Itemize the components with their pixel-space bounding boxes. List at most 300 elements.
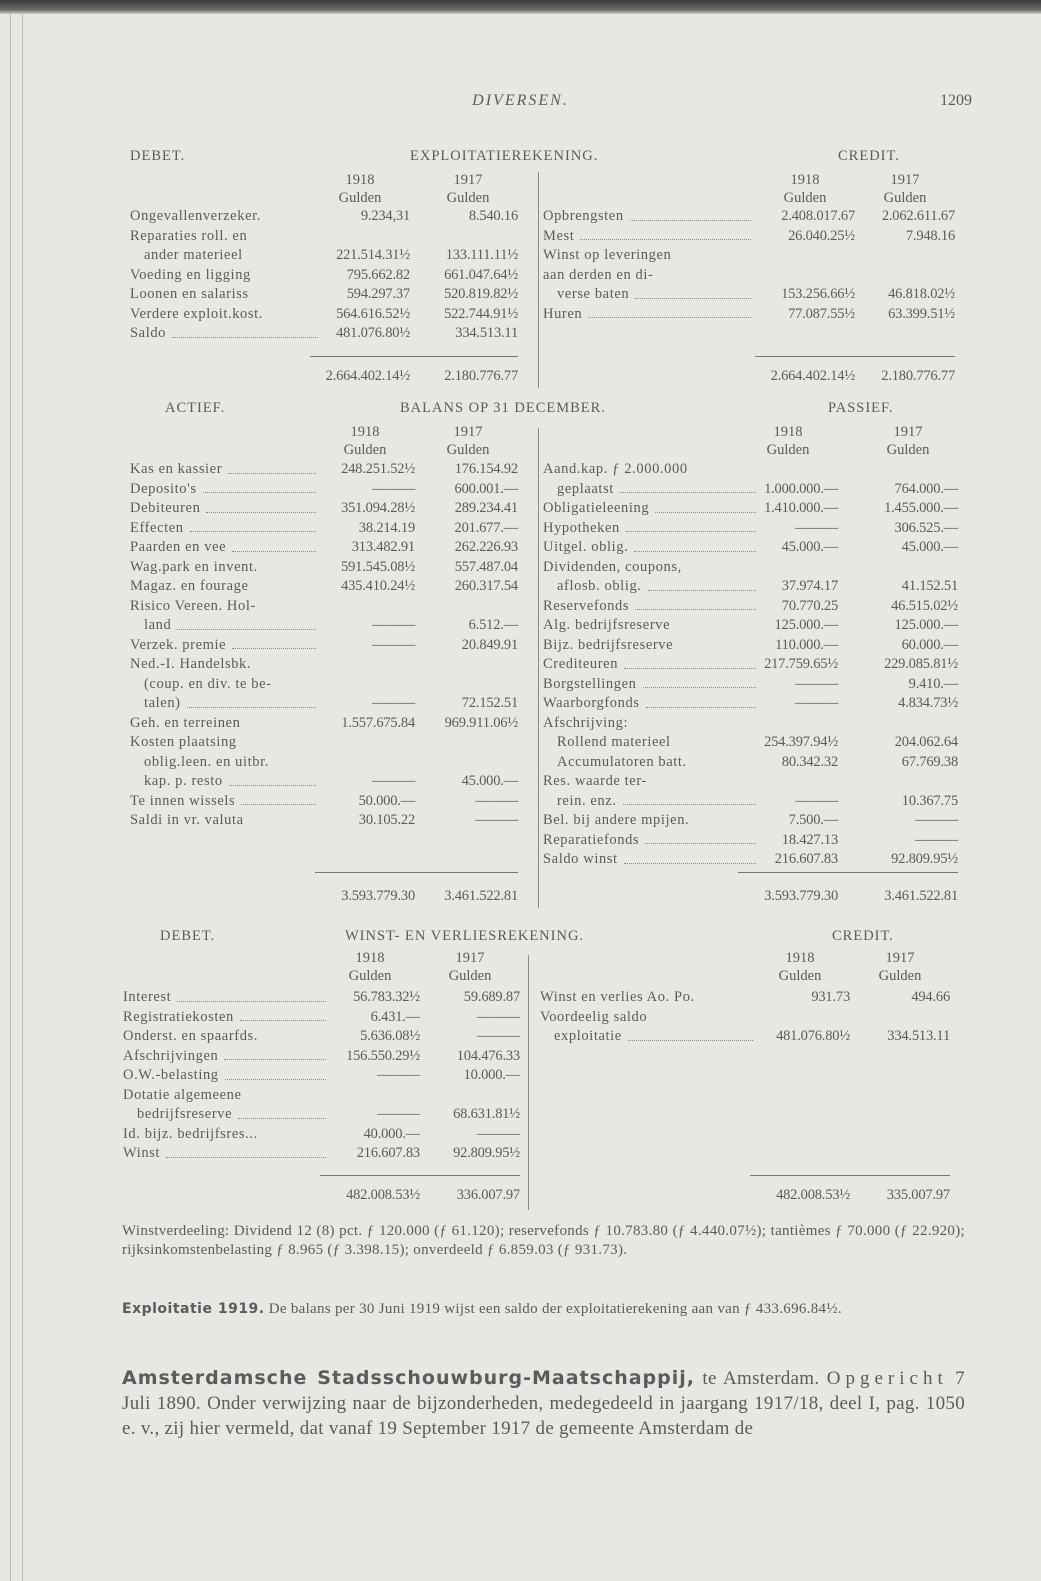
value-v1917: 92.809.95½ — [891, 851, 958, 867]
dot-leader — [166, 1144, 326, 1158]
value-v1917: 661.047.64½ — [444, 266, 518, 283]
value-v1918: 37.974.17 — [781, 578, 838, 594]
row-label-text: Magaz. en fourage — [130, 578, 249, 594]
value-v1917: 557.487.04 — [454, 558, 518, 575]
row-label-text: Alg. bedrijfsreserve — [543, 617, 671, 633]
section-title: WINST- EN VERLIESREKENING. — [345, 928, 585, 944]
unit-header: Gulden — [448, 968, 492, 984]
value-v1918: 248.251.52½ — [341, 461, 415, 477]
year-header-1917: 1917 — [893, 424, 923, 440]
value-v1917: ——— — [477, 1028, 520, 1044]
value-v1918: 435.410.24½ — [341, 578, 415, 594]
page-number: 1209 — [940, 92, 972, 109]
row-label — [123, 1144, 328, 1164]
value-v1917: 45.000.— — [901, 539, 958, 555]
right-total-rule — [750, 1175, 950, 1176]
right-table-row — [0, 636, 1041, 656]
right-table-row — [0, 597, 1041, 617]
value-v1918: 9.234,31 — [360, 208, 410, 224]
left-side-label: ACTIEF. — [165, 400, 226, 416]
row-label — [543, 714, 758, 734]
value-v1917: 104.476.33 — [456, 1047, 520, 1064]
value-v1918: 351.094.28½ — [341, 500, 415, 516]
year-header-1917: 1917 — [890, 172, 920, 188]
left-table-row — [0, 1125, 1041, 1145]
row-label — [543, 519, 758, 539]
row-label — [543, 538, 758, 558]
value-v1918: ——— — [795, 519, 838, 536]
total-v1918: 3.593.779.30 — [341, 888, 415, 904]
row-label-text: Dividenden, coupons, — [543, 558, 682, 575]
value-v1918: 18.427.13 — [781, 831, 838, 848]
row-label-text: Saldo winst — [543, 851, 618, 867]
value-v1918: 38.214.19 — [358, 519, 415, 536]
value-v1918: 216.607.83 — [356, 1145, 420, 1161]
row-label — [540, 1008, 755, 1028]
row-label-text: Aand.kap. ƒ 2.000.000 — [543, 461, 688, 477]
value-v1918: ——— — [372, 617, 415, 633]
scan-top-edge — [0, 0, 1041, 14]
row-label-text: Registratiekosten — [123, 1008, 234, 1025]
company-location: te Amsterdam. — [702, 1368, 820, 1389]
value-v1917: 334.513.11 — [887, 1028, 950, 1044]
row-label-text: geplaatst — [557, 480, 614, 497]
row-label — [130, 324, 320, 344]
row-label-text: rein. enz. — [557, 792, 617, 809]
row-label-text: Te innen wissels — [130, 792, 236, 809]
row-label-text: Rollend materieel — [557, 734, 671, 750]
dot-leader — [635, 285, 751, 299]
dot-leader — [588, 305, 751, 319]
right-table-row — [0, 538, 1041, 558]
year-header-1918: 1918 — [790, 172, 820, 188]
right-table-row — [0, 558, 1041, 578]
row-label — [123, 1086, 328, 1106]
row-label-text: O.W.-belasting — [123, 1067, 219, 1083]
value-v1917: 1.455.000.— — [884, 500, 958, 516]
left-total-rule — [310, 356, 518, 357]
row-label-text: Ongevallenverzeker. — [130, 208, 261, 224]
total-v1918: 2.664.402.14½ — [770, 368, 855, 384]
row-label-text: Verdere exploit.kost. — [130, 305, 263, 322]
value-v1918: 70.770.25 — [781, 597, 838, 614]
row-label-text: kap. p. resto — [144, 773, 223, 789]
value-v1918: 30.105.22 — [358, 812, 415, 828]
row-label — [123, 1066, 328, 1086]
value-v1917: 600.001.— — [454, 480, 518, 497]
row-label-text: Borgstellingen — [543, 675, 637, 692]
right-table-row — [0, 577, 1041, 597]
right-table-row — [0, 772, 1041, 792]
unit-header: Gulden — [446, 442, 490, 458]
value-v1917: 10.367.75 — [901, 792, 958, 809]
unit-header: Gulden — [886, 442, 930, 458]
row-label — [123, 1125, 328, 1145]
value-v1918: 7.500.— — [788, 812, 838, 828]
row-label — [543, 831, 758, 851]
value-v1917: 46.515.02½ — [891, 597, 958, 614]
value-v1917: 9.410.— — [908, 675, 958, 692]
right-table-row — [0, 519, 1041, 539]
right-table-row — [0, 792, 1041, 812]
value-v1918: 217.759.65½ — [764, 656, 838, 672]
company-name: Amsterdamsche Stadsschouwburg-Maatschappij, — [122, 1367, 695, 1389]
row-label-text: verse baten — [557, 286, 630, 302]
total-v1917: 335.007.97 — [886, 1187, 950, 1203]
value-v1918: 216.607.83 — [774, 851, 838, 867]
value-v1918: ——— — [377, 1067, 420, 1083]
value-v1918: 481.076.80½ — [336, 325, 410, 341]
unit-header: Gulden — [348, 968, 392, 984]
value-v1918: 5.636.08½ — [360, 1028, 420, 1044]
value-v1917: 4.834.73½ — [898, 695, 958, 711]
row-label-text: Onderst. en spaarfds. — [123, 1028, 259, 1044]
row-label-text: Reservefonds — [543, 597, 630, 614]
right-table-row — [0, 694, 1041, 714]
left-table-row — [0, 1105, 1041, 1125]
left-total-rule — [320, 1175, 520, 1176]
row-label-text: Winst en verlies Ao. Po. — [540, 989, 695, 1005]
right-table-row — [0, 1027, 1041, 1047]
value-v1918: 156.550.29½ — [346, 1047, 420, 1064]
row-label — [543, 811, 758, 831]
value-v1917: ——— — [915, 812, 958, 828]
value-v1918: 2.408.017.67 — [781, 208, 855, 224]
value-v1918: ——— — [795, 792, 838, 809]
row-label-text: Reparaties roll. en — [130, 227, 248, 244]
row-label-text: aflosb. oblig. — [557, 578, 642, 594]
year-header-1918: 1918 — [355, 950, 385, 966]
value-v1917: 8.540.16 — [468, 208, 518, 224]
value-v1917: ——— — [477, 1125, 520, 1142]
right-table-row — [0, 988, 1041, 1008]
value-v1918: 481.076.80½ — [776, 1028, 850, 1044]
right-table-row — [0, 285, 1041, 305]
value-v1917: 289.234.41 — [454, 500, 518, 516]
right-table-row — [0, 305, 1041, 325]
row-label-text: Wag.park en invent. — [130, 558, 258, 575]
value-v1917: 6.512.— — [468, 617, 518, 633]
right-table-row — [0, 246, 1041, 266]
year-header-1918: 1918 — [785, 950, 815, 966]
value-v1917: 229.085.81½ — [884, 656, 958, 672]
value-v1918: 6.431.— — [370, 1008, 420, 1025]
value-v1918: 45.000.— — [781, 539, 838, 555]
row-label-text: Reparatiefonds — [543, 831, 640, 848]
row-label-text: Opbrengsten — [543, 208, 624, 224]
left-table-row — [0, 324, 1041, 344]
row-label-text: Winst — [123, 1145, 161, 1161]
value-v1917: 45.000.— — [461, 773, 518, 789]
value-v1917: 46.818.02½ — [888, 286, 955, 302]
row-label-text: Uitgel. oblig. — [543, 539, 629, 555]
value-v1918: 1.557.675.84 — [341, 714, 415, 731]
value-v1918: 125.000.— — [774, 617, 838, 633]
year-header-1918: 1918 — [773, 424, 803, 440]
section-title: BALANS OP 31 DECEMBER. — [400, 400, 606, 416]
total-v1917: 3.461.522.81 — [884, 888, 958, 904]
row-label — [540, 988, 755, 1008]
dot-leader — [628, 1027, 753, 1041]
row-label — [543, 558, 758, 578]
value-v1918: ——— — [372, 773, 415, 789]
value-v1918: ——— — [795, 675, 838, 692]
row-label-text: Voeding en ligging — [130, 266, 251, 283]
value-v1918: 110.000.— — [775, 636, 838, 653]
right-table-row — [0, 811, 1041, 831]
value-v1918: 56.783.32½ — [353, 989, 420, 1005]
opgericht-label: Opgericht — [826, 1368, 948, 1389]
company-entry-text: 7 Juli 1890. Onder verwijzing naar de bijzonderheden, medegedeeld in jaargang 1917/18, deel I, pag. 1050 e. v., zij hier vermeld, dat vanaf 19 September 1917 de gemeente Amsterdam de — [122, 1368, 965, 1439]
value-v1917: 764.000.— — [894, 480, 958, 497]
total-v1917: 2.180.776.77 — [444, 368, 518, 384]
value-v1918: 1.000.000.— — [764, 480, 838, 497]
year-header-1918: 1918 — [350, 424, 380, 440]
value-v1918: 564.616.52½ — [336, 305, 410, 322]
value-v1917: 41.152.51 — [901, 578, 958, 594]
right-side-label: PASSIEF. — [828, 400, 894, 416]
exploitatie-1919-paragraph — [122, 1300, 965, 1319]
right-table-row — [0, 616, 1041, 636]
value-v1917: 67.769.38 — [901, 753, 958, 770]
left-table-row — [0, 1066, 1041, 1086]
row-label-text: Afschrijvingen — [123, 1047, 219, 1064]
row-label-text: Huren — [543, 305, 583, 322]
unit-header: Gulden — [783, 190, 827, 206]
row-label-text: Debiteuren — [130, 500, 201, 516]
value-v1918: ——— — [795, 695, 838, 711]
right-table-row — [0, 753, 1041, 773]
row-label — [543, 772, 758, 792]
value-v1917: 201.677.— — [454, 519, 518, 536]
row-label-text: Deposito's — [130, 480, 197, 497]
row-label — [543, 675, 758, 695]
value-v1918: 931.73 — [811, 989, 850, 1005]
row-label-text: Kas en kassier — [130, 461, 223, 477]
value-v1917: ——— — [477, 1008, 520, 1025]
row-label-text: Kosten plaatsing — [130, 734, 237, 750]
right-side-label: CREDIT. — [838, 148, 900, 164]
row-label-text: ander materieel — [144, 247, 243, 263]
value-v1917: 7.948.16 — [905, 227, 955, 244]
value-v1917: 204.062.64 — [894, 734, 958, 750]
value-v1918: ——— — [372, 636, 415, 653]
unit-header: Gulden — [878, 968, 922, 984]
row-label — [543, 850, 758, 870]
value-v1918: ——— — [372, 480, 415, 497]
value-v1918: 795.662.82 — [346, 266, 410, 283]
unit-header: Gulden — [883, 190, 927, 206]
unit-header: Gulden — [766, 442, 810, 458]
value-v1917: 63.399.51½ — [888, 305, 955, 322]
row-label-text: Risico Vereen. Hol- — [130, 597, 256, 614]
row-label-text: Afschrijving: — [543, 714, 629, 731]
right-table-row — [0, 675, 1041, 695]
right-side-label: CREDIT. — [832, 928, 894, 944]
value-v1918: 50.000.— — [358, 792, 415, 809]
right-total-rule — [755, 356, 955, 357]
right-totals-row — [0, 1186, 1041, 1206]
right-table-row — [0, 227, 1041, 247]
value-v1917: 494.66 — [911, 989, 950, 1005]
unit-header: Gulden — [338, 190, 382, 206]
dot-leader — [630, 207, 751, 221]
right-table-row — [0, 266, 1041, 286]
row-label — [557, 285, 753, 305]
row-label-text: exploitatie — [554, 1028, 622, 1044]
value-v1917: 20.849.91 — [461, 636, 518, 653]
row-label-text: Crediteuren — [543, 656, 619, 672]
value-v1918: 254.397.94½ — [764, 734, 838, 750]
right-table-row — [0, 655, 1041, 675]
row-label-text: Waarborgfonds — [543, 695, 640, 711]
row-label — [543, 246, 753, 266]
row-label — [543, 597, 758, 617]
row-label-text: Loonen en salariss — [130, 286, 249, 302]
row-label-text: Voordeelig saldo — [540, 1008, 648, 1025]
value-v1917: 68.631.81½ — [453, 1106, 520, 1122]
value-v1917: 969.911.06½ — [444, 714, 518, 731]
value-v1918: 221.514.31½ — [336, 247, 410, 263]
row-label-text: Saldo — [130, 325, 167, 341]
value-v1918: 313.482.91 — [351, 539, 415, 555]
right-totals-row — [0, 887, 1041, 907]
row-label-text: Obligatieleening — [543, 500, 650, 516]
total-v1918: 3.593.779.30 — [764, 888, 838, 904]
row-label-text: Paarden en vee — [130, 539, 227, 555]
right-totals-row — [0, 367, 1041, 387]
value-v1917: 2.062.611.67 — [881, 208, 955, 224]
row-label-text: Geh. en terreinen — [130, 714, 241, 731]
section-title: EXPLOITATIEREKENING. — [410, 148, 599, 164]
row-label-text: talen) — [144, 695, 181, 711]
row-label-text: Ned.-I. Handelsbk. — [130, 656, 252, 672]
row-label-text: Res. waarde ter- — [543, 773, 647, 789]
total-v1918: 2.664.402.14½ — [325, 368, 410, 384]
exploitatie-1919-heading: Exploitatie 1919. — [122, 1301, 265, 1317]
value-v1918: ——— — [372, 695, 415, 711]
running-head: DIVERSEN. — [472, 92, 569, 109]
left-side-label: DEBET. — [160, 928, 216, 944]
value-v1917: 176.154.92 — [454, 461, 518, 477]
right-table-row — [0, 850, 1041, 870]
row-label — [543, 460, 758, 480]
right-table-row — [0, 831, 1041, 851]
exploitatie-1919-text: De balans per 30 Juni 1919 wijst een saldo der exploitatierekening aan van ƒ 433.696.84½. — [268, 1301, 842, 1317]
row-label-text: Effecten — [130, 519, 184, 536]
value-v1918: ——— — [377, 1106, 420, 1122]
right-table-row — [0, 733, 1041, 753]
value-v1917: 260.317.54 — [454, 578, 518, 594]
value-v1917: 520.819.82½ — [444, 286, 518, 302]
unit-header: Gulden — [778, 968, 822, 984]
value-v1917: 59.689.87 — [463, 989, 520, 1005]
winstverdeeling-paragraph: Winstverdeeling: Dividend 12 (8) pct. ƒ 120.000 (ƒ 61.120); reservefonds ƒ 10.783.80 (ƒ 4.440.07½); tantièmes ƒ 70.000 (ƒ 22.920); rijksinkomstenbelasting ƒ 8.965 (ƒ 3.398.15); onverdeeld ƒ 6.859.03 (ƒ 931.73). — [122, 1223, 965, 1258]
right-table-row — [0, 480, 1041, 500]
value-v1918: 77.087.55½ — [788, 305, 855, 322]
row-label-text: Dotatie algemeene — [123, 1086, 242, 1103]
row-label — [543, 305, 753, 325]
value-v1917: ——— — [475, 792, 518, 809]
row-label — [137, 1105, 328, 1125]
left-total-rule — [315, 872, 518, 873]
row-label — [543, 616, 758, 636]
value-v1918: 1.410.000.— — [764, 500, 838, 516]
row-label-text: (coup. en div. te be- — [144, 675, 272, 692]
value-v1918: 591.545.08½ — [341, 558, 415, 575]
total-v1918: 482.008.53½ — [776, 1187, 850, 1203]
right-table-row — [0, 714, 1041, 734]
row-label — [554, 1027, 755, 1047]
value-v1918: 153.256.66½ — [781, 286, 855, 302]
left-side-label: DEBET. — [130, 148, 186, 164]
year-header-1917: 1917 — [455, 950, 485, 966]
row-label — [543, 266, 753, 286]
row-label-text: Id. bijz. bedrijfsres... — [123, 1125, 258, 1142]
row-label — [543, 499, 758, 519]
value-v1917: 60.000.— — [901, 636, 958, 653]
total-v1917: 2.180.776.77 — [881, 368, 955, 384]
row-label-text: Winst op leveringen — [543, 247, 672, 263]
value-v1918: 26.040.25½ — [788, 227, 855, 244]
year-header-1917: 1917 — [453, 172, 483, 188]
row-label-text: Hypotheken — [543, 519, 620, 536]
row-label-text: Interest — [123, 989, 172, 1005]
year-header-1917: 1917 — [453, 424, 483, 440]
row-label — [123, 1047, 328, 1067]
row-label-text: Accumulatoren batt. — [557, 753, 687, 770]
value-v1917: 72.152.51 — [461, 695, 518, 711]
value-v1917: 133.111.11½ — [445, 247, 518, 263]
right-table-row — [0, 499, 1041, 519]
total-v1918: 482.008.53½ — [346, 1187, 420, 1203]
value-v1917: ——— — [475, 812, 518, 828]
left-table-row — [0, 1086, 1041, 1106]
row-label-text: oblig.leen. en uitbr. — [144, 753, 269, 770]
total-v1917: 3.461.522.81 — [444, 888, 518, 904]
row-label — [543, 227, 753, 247]
value-v1917: 334.513.11 — [455, 325, 518, 341]
value-v1917: 10.000.— — [463, 1067, 520, 1083]
row-label-text: Bel. bij andere mpijen. — [543, 812, 690, 828]
year-header-1918: 1918 — [345, 172, 375, 188]
row-label-text: aan derden en di- — [543, 266, 654, 283]
row-label — [543, 207, 753, 227]
dot-leader — [580, 227, 751, 241]
row-label — [543, 636, 758, 656]
value-v1917: ——— — [915, 831, 958, 848]
row-label-text: Saldi in vr. valuta — [130, 812, 244, 828]
row-label-text: Mest — [543, 227, 575, 244]
right-total-rule — [738, 872, 958, 873]
dot-leader — [172, 324, 318, 338]
right-table-row — [0, 460, 1041, 480]
value-v1917: 262.226.93 — [454, 539, 518, 555]
value-v1918: 80.342.32 — [781, 753, 838, 770]
value-v1917: 522.744.91½ — [444, 305, 518, 322]
left-table-row — [0, 1144, 1041, 1164]
value-v1918: 40.000.— — [363, 1125, 420, 1142]
value-v1918: 594.297.37 — [346, 286, 410, 302]
row-label — [543, 694, 758, 714]
value-v1917: 306.525.— — [894, 519, 958, 536]
year-header-1917: 1917 — [885, 950, 915, 966]
unit-header: Gulden — [343, 442, 387, 458]
row-label-text: Bijz. bedrijfsreserve — [543, 636, 674, 653]
value-v1917: 125.000.— — [894, 617, 958, 633]
row-label-text: Verzek. premie — [130, 636, 227, 653]
right-table-row — [0, 207, 1041, 227]
